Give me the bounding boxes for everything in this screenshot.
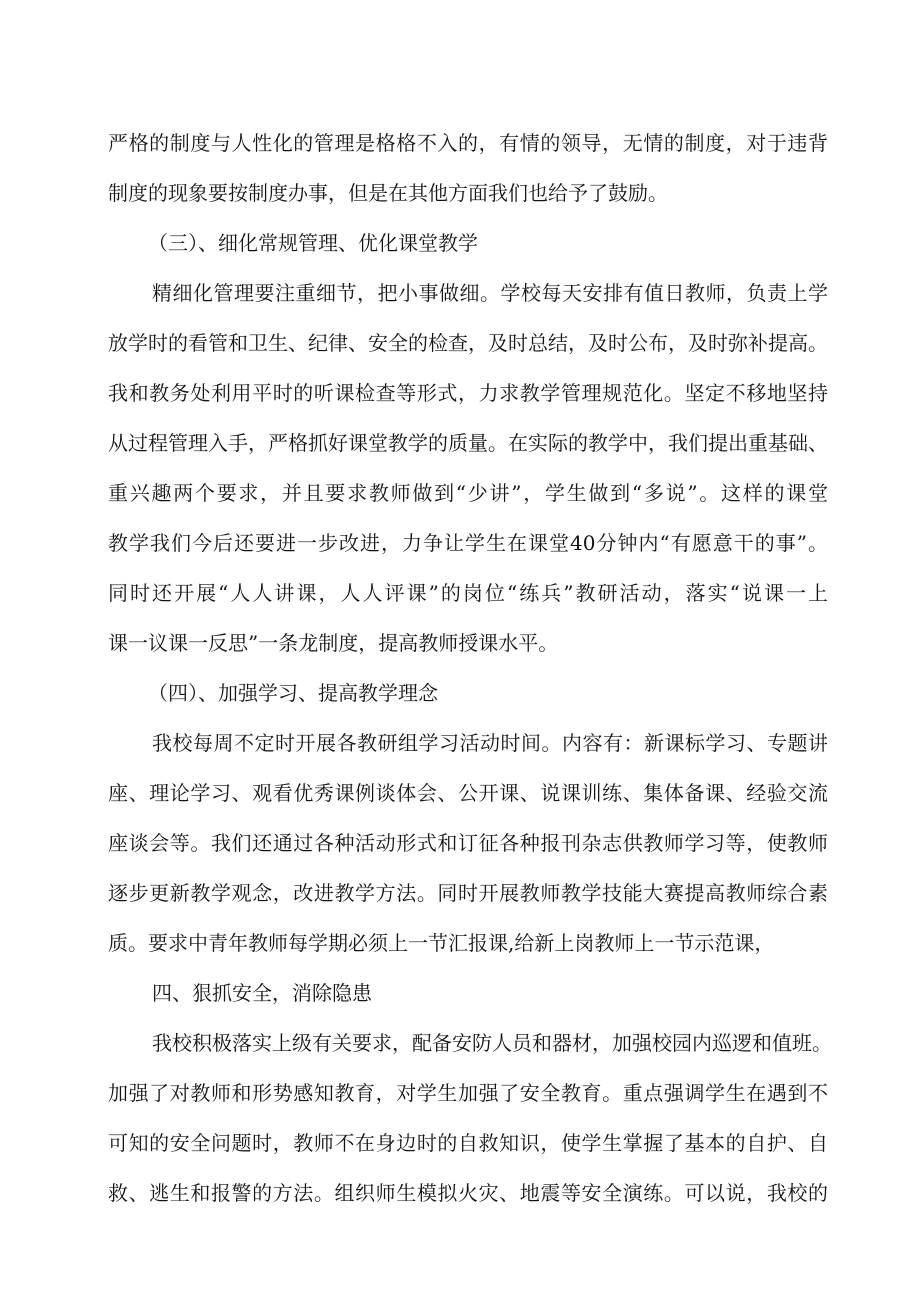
section-heading: （四）、加强学习、提高教学理念: [148, 681, 438, 705]
paragraph-line: 放学时的看管和卫生、纪律、安全的检查，及时总结，及时公布，及时弥补提高。: [108, 331, 828, 355]
paragraph-line: 教学我们今后还要进一步改进，力争让学生在课堂40分钟内“有愿意干的事”。: [108, 531, 828, 555]
paragraph-line: 可知的安全问题时，教师不在身边时的自救知识，使学生掌握了基本的自护、自: [108, 1131, 828, 1155]
paragraph-line: 制度的现象要按制度办事，但是在其他方面我们也给予了鼓励。: [108, 181, 668, 205]
paragraph-line: 我和教务处利用平时的听课检查等形式，力求教学管理规范化。坚定不移地坚持: [108, 381, 828, 405]
section-heading: 四、狠抓安全，消除隐患: [152, 981, 372, 1005]
paragraph-line: 质。要求中青年教师每学期必须上一节汇报课,给新上岗教师上一节示范课，: [108, 931, 775, 955]
paragraph-line: 精细化管理要注重细节，把小事做细。学校每天安排有值日教师，负责上学: [152, 281, 828, 305]
paragraph-line: 座、理论学习、观看优秀课例谈体会、公开课、说课训练、集体备课、经验交流: [108, 781, 828, 805]
paragraph-line: 重兴趣两个要求，并且要求教师做到“少讲”，学生做到“多说”。这样的课堂: [108, 481, 828, 505]
paragraph-line: 座谈会等。我们还通过各种活动形式和订征各种报刊杂志供教师学习等，使教师: [108, 831, 828, 855]
section-heading: （三）、细化常规管理、优化课堂教学: [148, 231, 478, 255]
paragraph-line: 救、逃生和报警的方法。组织师生模拟火灾、地震等安全演练。可以说，我校的: [108, 1181, 828, 1205]
paragraph-line: 我校每周不定时开展各教研组学习活动时间。内容有：新课标学习、专题讲: [152, 731, 828, 755]
paragraph-line: 我校积极落实上级有关要求，配备安防人员和器材，加强校园内巡逻和值班。: [152, 1031, 832, 1055]
paragraph-line: 从过程管理入手，严格抓好课堂教学的质量。在实际的教学中，我们提出重基础、: [108, 431, 828, 455]
paragraph-line: 加强了对教师和形势感知教育，对学生加强了安全教育。重点强调学生在遇到不: [108, 1081, 828, 1105]
paragraph-line: 严格的制度与人性化的管理是格格不入的，有情的领导，无情的制度，对于违背: [108, 131, 828, 155]
paragraph-line: 同时还开展“人人讲课，人人评课”的岗位“练兵”教研活动，落实“说课一上: [108, 581, 828, 605]
paragraph-line: 逐步更新教学观念，改进教学方法。同时开展教师教学技能大赛提高教师综合素: [108, 881, 828, 905]
paragraph-line: 课一议课一反思”一条龙制度，提高教师授课水平。: [108, 631, 559, 655]
